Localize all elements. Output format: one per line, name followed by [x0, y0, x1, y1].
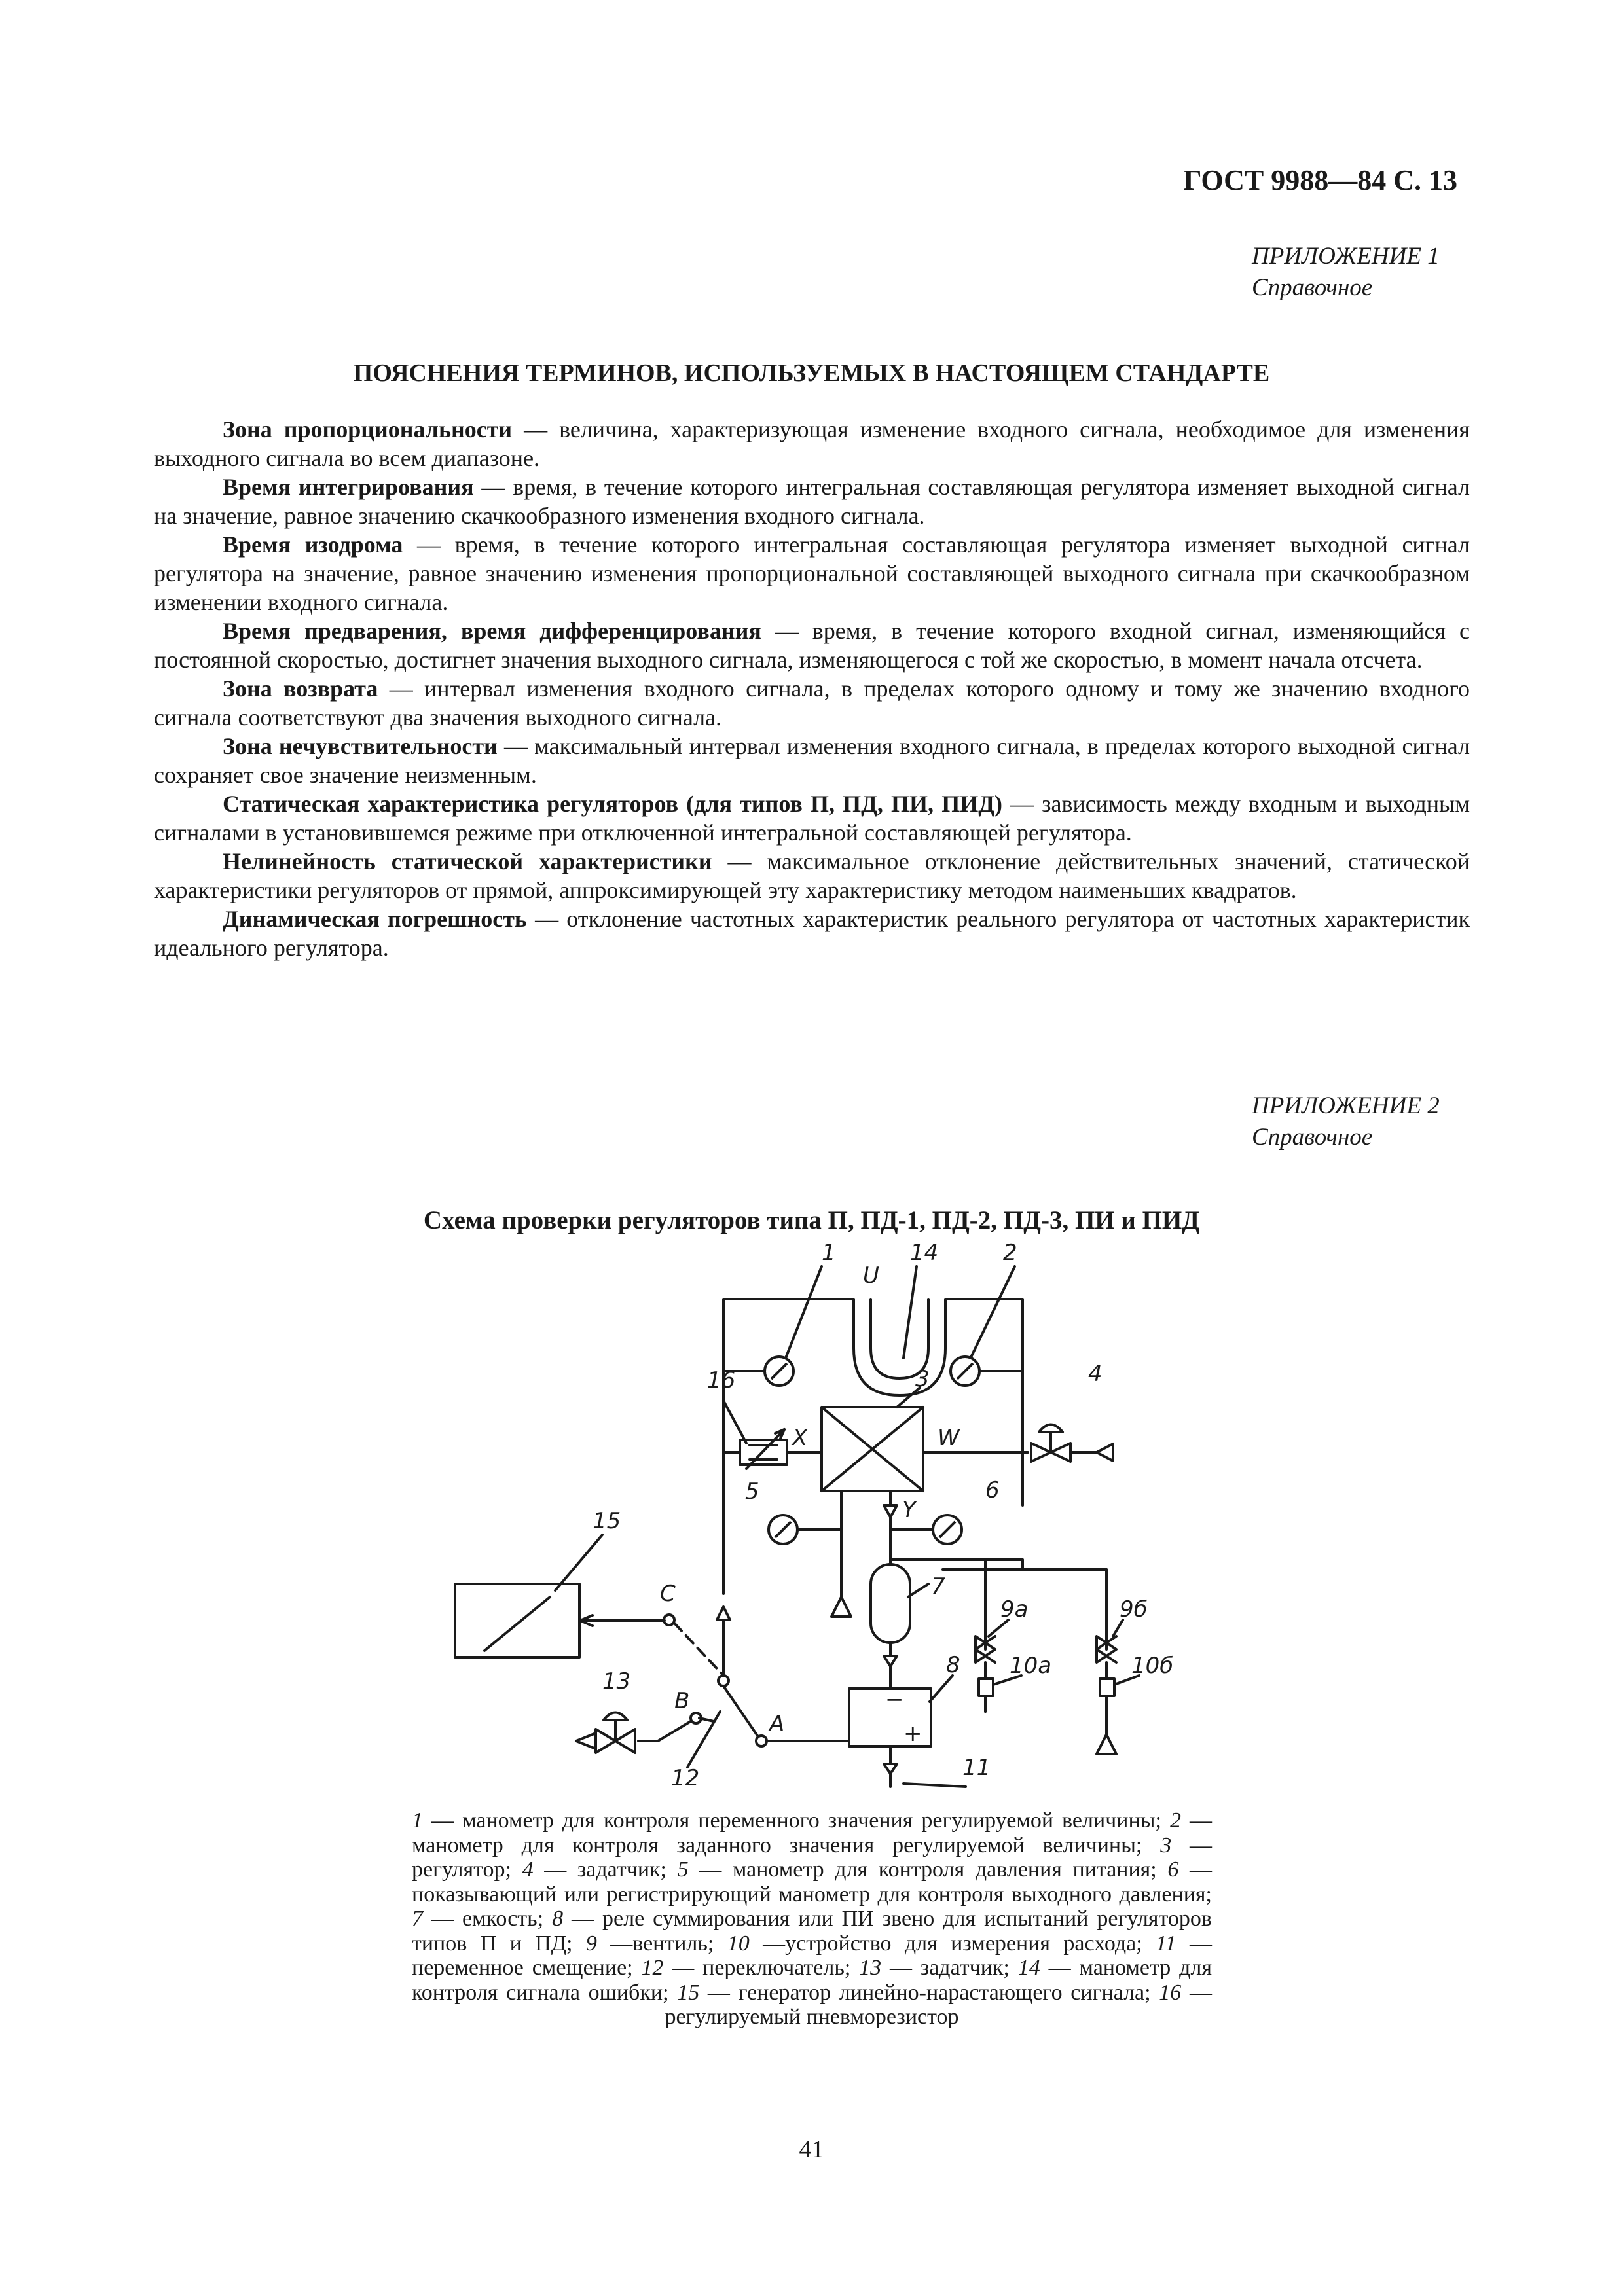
terms-list	[154, 415, 1470, 962]
zadatchik-13	[596, 1713, 635, 1753]
term-paragraph	[154, 473, 1470, 530]
legend-text: — задатчик;	[533, 1857, 678, 1882]
legend-text: —устройство для измерения расхода;	[749, 1931, 1156, 1956]
appendix-1-type: Справочное	[1252, 274, 1373, 301]
legend-number: 8	[552, 1907, 564, 1931]
label-9a: 9а	[1000, 1596, 1029, 1623]
term-name: Динамическая погрешность	[223, 906, 527, 932]
term-definition: — максимальное отклонение действительных значений, статической характеристики регуляторов от прямой, аппроксимирующей эту характеристику методом наименьших квадратов.	[154, 848, 1470, 903]
label-8: 8	[946, 1652, 960, 1678]
flowmeter-10b	[1100, 1679, 1114, 1696]
legend-text: — регулятор;	[412, 1833, 1213, 1882]
zadatchik-4	[1031, 1425, 1097, 1462]
legend-number: 12	[641, 1956, 664, 1980]
term-name: Зона нечувствительности	[223, 733, 498, 759]
term-paragraph	[154, 530, 1470, 617]
switch-pivot	[718, 1676, 729, 1686]
schema-title: Схема проверки регуляторов типа П, ПД-1, ПД-2, ПД-3, ПИ и ПИД	[423, 1206, 1200, 1234]
term-name: Зона возврата	[223, 675, 378, 702]
flowmeter-10a	[979, 1679, 993, 1696]
gauge5-line	[797, 1491, 841, 1530]
capacity	[871, 1564, 910, 1643]
term-paragraph	[154, 415, 1470, 473]
legend-number: 1	[412, 1808, 423, 1833]
term-name: Статическая характеристика регуляторов (для типов П, ПД, ПИ, ПИД)	[223, 791, 1002, 817]
label-5: 5	[745, 1479, 759, 1505]
label-7: 7	[931, 1573, 945, 1600]
legend-text: — реле суммирования или ПИ звено для испытаний регуляторов типов П и ПД;	[412, 1907, 1212, 1956]
term-definition: — величина, характеризующая изменение входного сигнала, необходимое для изменения выходного сигнала во всем диапазоне.	[154, 416, 1470, 471]
term-paragraph	[154, 847, 1470, 905]
legend-text: — манометр для контроля сигнала ошибки;	[412, 1956, 1212, 2005]
legend-number: 7	[412, 1907, 423, 1931]
y-branch-right	[890, 1560, 1023, 1570]
term-name: Время интегрирования	[223, 474, 474, 500]
legend-number: 2	[1169, 1808, 1181, 1833]
label-6: 6	[985, 1477, 1000, 1503]
legend-text: — переменное смещение;	[412, 1931, 1212, 1980]
branch-line	[943, 1560, 1106, 1570]
label-minus: −	[885, 1687, 904, 1713]
label-9b: 9б	[1120, 1596, 1148, 1623]
top-pipe	[723, 1299, 854, 1322]
label-B: B	[674, 1688, 690, 1714]
legend-number: 6	[1167, 1857, 1179, 1882]
ground-arrow	[831, 1491, 851, 1617]
appendix-2-number: ПРИЛОЖЕНИЕ 2	[1252, 1092, 1440, 1119]
regulator-test-schematic	[426, 1237, 1231, 1800]
label-U: U	[863, 1263, 879, 1289]
label-10a: 10а	[1010, 1653, 1052, 1679]
label-12: 12	[671, 1765, 700, 1791]
legend-number: 3	[1160, 1833, 1172, 1857]
page-header: ГОСТ 9988—84 С. 13	[1183, 164, 1457, 196]
label-13: 13	[602, 1668, 631, 1695]
legend-number: 13	[859, 1956, 882, 1980]
legend-number: 5	[677, 1857, 689, 1882]
switch-contact-a	[756, 1736, 767, 1746]
legend-text: — генератор линейно-нарастающего сигнала;	[699, 1980, 1159, 2005]
legend-text: — показывающий или регистрирующий манометр для контроля выходного давления;	[412, 1857, 1212, 1907]
term-definition: — время, в течение которого интегральная составляющая регулятора изменяет выходной сигнал регулятора на значение, равное значению изменения пропорциональной составляющей выходного сигнала при скачкообразном изменении входного сигнала.	[154, 531, 1470, 615]
label-A: A	[769, 1711, 785, 1737]
legend-number: 16	[1159, 1980, 1182, 2005]
terms-title: ПОЯСНЕНИЯ ТЕРМИНОВ, ИСПОЛЬЗУЕМЫХ В НАСТОЯЩЕМ СТАНДАРТЕ	[353, 359, 1270, 387]
label-4: 4	[1088, 1361, 1103, 1387]
term-definition: — отклонение частотных характеристик реального регулятора от частотных характеристик идеального регулятора.	[154, 906, 1470, 961]
label-10b: 10б	[1131, 1653, 1174, 1679]
label-2: 2	[1003, 1240, 1017, 1266]
label-1: 1	[822, 1240, 836, 1266]
term-definition: — время, в течение которого интегральная составляющая регулятора изменяет выходной сигнал на значение, равное значению скачкообразного изменения входного сигнала.	[154, 474, 1470, 529]
term-name: Время предварения, время дифференцирования	[223, 618, 761, 644]
legend-text: — переключатель;	[663, 1956, 860, 1980]
legend-text: — задатчик;	[881, 1956, 1018, 1980]
legend-number: 14	[1017, 1956, 1040, 1980]
u-manometer-outer	[854, 1299, 945, 1395]
label-plus: +	[903, 1721, 922, 1747]
term-paragraph	[154, 905, 1470, 962]
term-paragraph	[154, 674, 1470, 732]
term-paragraph	[154, 617, 1470, 674]
label-X: X	[792, 1425, 808, 1451]
term-name: Зона пропорциональности	[223, 416, 513, 442]
regulator-cross	[822, 1407, 923, 1491]
legend-text: — манометр для контроля заданного значения регулируемой величины;	[412, 1808, 1213, 1857]
legend-number: 9	[585, 1931, 597, 1956]
legend-number: 11	[1156, 1931, 1176, 1956]
term-definition: — зависимость между входным и выходным сигналами в установившемся режиме при отключенной интегральной составляющей регулятора.	[154, 791, 1470, 846]
legend-text: —вентиль;	[596, 1931, 727, 1956]
schematic-legend	[412, 1808, 1212, 2030]
label-C: C	[660, 1581, 676, 1607]
legend-number: 4	[522, 1857, 534, 1882]
term-paragraph	[154, 732, 1470, 789]
label-16: 16	[707, 1367, 736, 1393]
label-W: W	[938, 1425, 960, 1451]
term-name: Время изодрома	[223, 531, 403, 558]
appendix-1-label	[1252, 241, 1440, 304]
label-15: 15	[593, 1508, 621, 1534]
legend-text: — манометр для контроля переменного значения регулируемой величины;	[423, 1808, 1170, 1833]
legend-text: — регулируемый пневморезистор	[665, 1980, 1212, 2029]
appendix-2-label	[1252, 1090, 1440, 1153]
term-paragraph	[154, 789, 1470, 847]
appendix-2-type: Справочное	[1252, 1124, 1373, 1151]
legend-number: 10	[727, 1931, 750, 1956]
term-definition: — время, в течение которого входной сигнал, изменяющийся с постоянной скоростью, достигнет значения выходного сигнала, изменяющегося с той же скоростью, в момент начала отсчета.	[154, 618, 1470, 673]
term-definition: — максимальный интервал изменения входного сигнала, в пределах которого выходной сигнал сохраняет свое значение неизменным.	[154, 733, 1470, 788]
label-11: 11	[962, 1755, 991, 1781]
label-14: 14	[910, 1240, 939, 1266]
legend-number: 15	[677, 1980, 700, 2005]
appendix-1-number: ПРИЛОЖЕНИЕ 1	[1252, 243, 1440, 270]
generator-box	[455, 1584, 579, 1657]
legend-text: — емкость;	[423, 1907, 553, 1931]
term-definition: — интервал изменения входного сигнала, в пределах которого одному и тому же значению входного сигнала соответствуют два значения выходного сигнала.	[154, 675, 1470, 730]
page-number: 41	[799, 2136, 824, 2163]
term-name: Нелинейность статической характеристики	[223, 848, 712, 874]
label-Y: Y	[902, 1497, 916, 1523]
label-3: 3	[915, 1366, 930, 1392]
legend-text: — манометр для контроля давления питания;	[688, 1857, 1168, 1882]
